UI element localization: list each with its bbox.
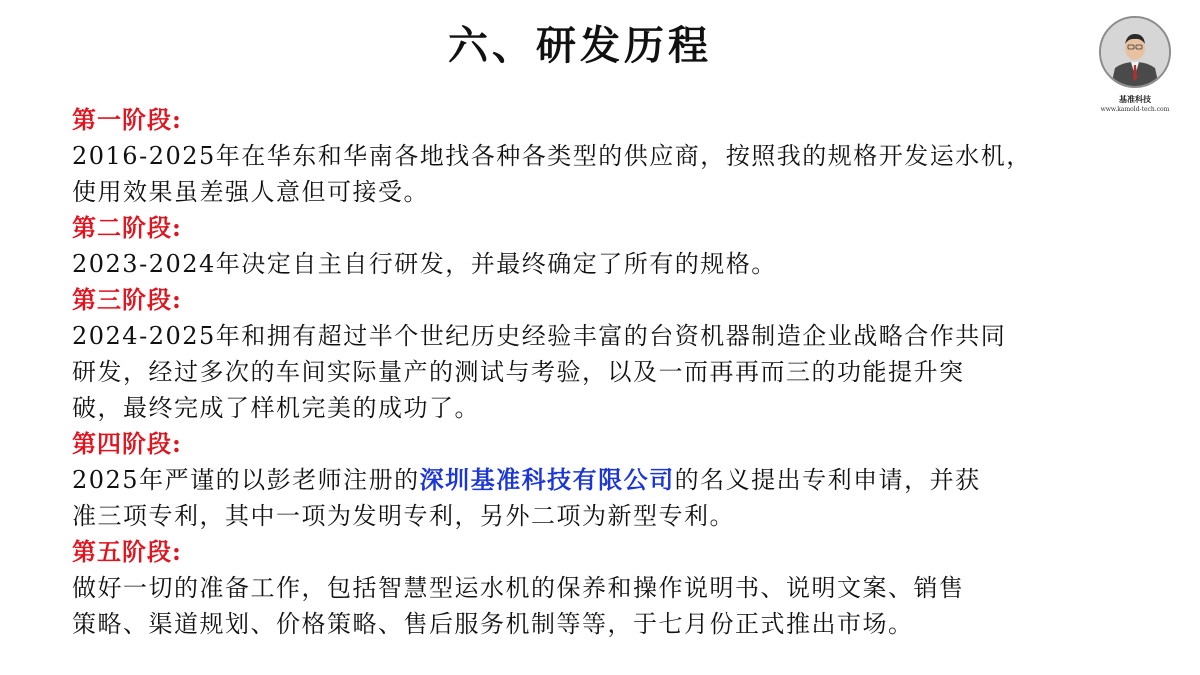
logo-brand-text: 基准科技 <box>1119 94 1151 104</box>
stage-3-line-3: 破，最终完成了样机完美的成功了。 <box>72 394 480 422</box>
stage-3-label: 第三阶段: <box>72 285 182 314</box>
stages-content <box>72 102 1152 642</box>
stage-5-label: 第五阶段: <box>72 537 182 566</box>
stage-1-label: 第一阶段: <box>72 105 182 134</box>
company-name-highlight: 深圳基准科技有限公司 <box>419 465 675 494</box>
stage-4-line-1-suffix: 的名义提出专利申请，并获 <box>674 466 981 494</box>
stage-5-line-2: 策略、渠道规划、价格策略、售后服务机制等等，于七月份正式推出市场。 <box>72 610 914 638</box>
stage-4-line-2: 准三项专利，其中一项为发明专利，另外二项为新型专利。 <box>72 502 735 530</box>
stage-3-line-1: 2024-2025年和拥有超过半个世纪历史经验丰富的台资机器制造企业战略合作共同 <box>72 322 1007 350</box>
portrait-seal-icon <box>1099 16 1171 88</box>
stage-4-label: 第四阶段: <box>72 429 182 458</box>
stage-3-line-2: 研发，经过多次的车间实际量产的测试与考验，以及一而再再而三的功能提升突 <box>72 358 965 386</box>
slide-title: 六、研发历程 <box>448 22 712 69</box>
portrait-icon <box>1101 18 1169 86</box>
stage-5-line-1: 做好一切的准备工作，包括智慧型运水机的保养和操作说明书、说明文案、销售 <box>72 574 965 602</box>
logo-url-text: www.kamold-tech.com <box>1100 106 1170 113</box>
stage-1-line-1: 2016-2025年在华东和华南各地找各种各类型的供应商，按照我的规格开发运水机， <box>72 142 1032 170</box>
stage-2-line-1: 2023-2024年决定自主自行研发，并最终确定了所有的规格。 <box>72 250 777 278</box>
stage-2-label: 第二阶段: <box>72 213 182 242</box>
stage-1-line-2: 使用效果虽差强人意但可接受。 <box>72 178 429 206</box>
stage-4-line-1-prefix: 2025年严谨的以彭老师注册的 <box>72 466 420 494</box>
stage-4-line-1 <box>72 462 1152 498</box>
